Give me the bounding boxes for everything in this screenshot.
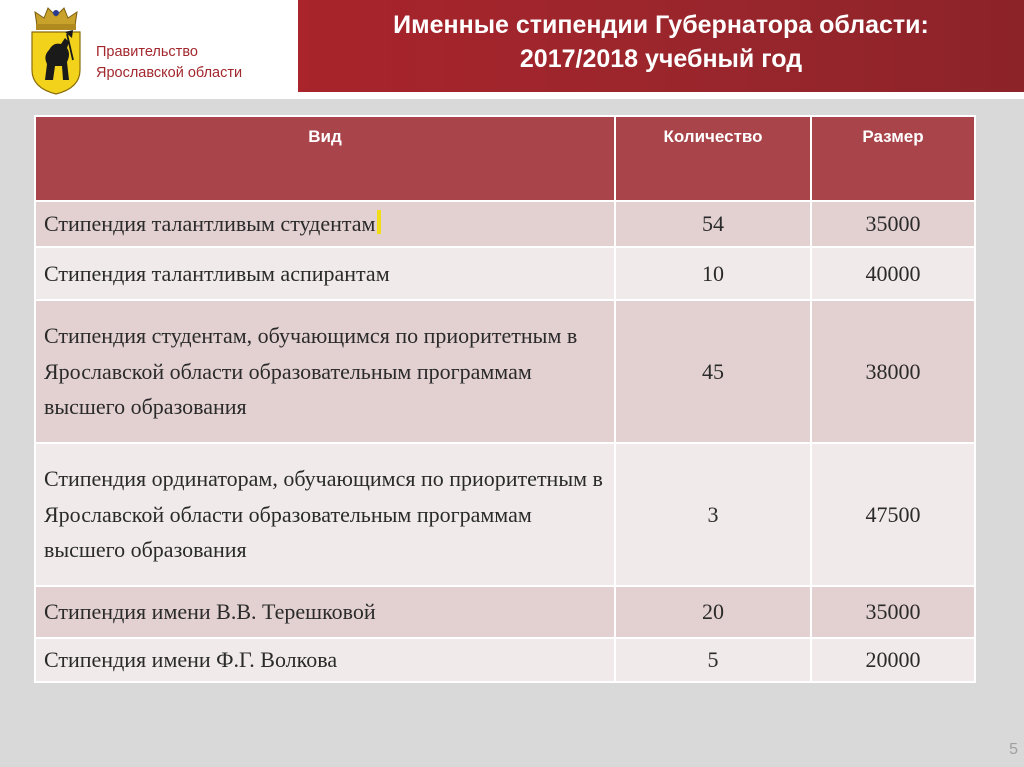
row-name: Стипендия талантливым студентам <box>44 211 376 237</box>
org-name-line1: Правительство <box>96 44 198 60</box>
row-count: 54 <box>615 201 811 247</box>
table-row <box>35 247 975 300</box>
row-name: Стипендия студентам, обучающимся по приоритетным в Ярославской области образовательным программам высшего образования <box>35 300 615 443</box>
text-cursor-marker <box>377 210 381 234</box>
organization-name <box>96 42 296 84</box>
row-name: Стипендия имени Ф.Г. Волкова <box>35 638 615 682</box>
row-count: 5 <box>615 638 811 682</box>
slide-title-line1: Именные стипендии Губернатора области: <box>393 11 929 39</box>
yaroslavl-coat-of-arms-icon <box>27 4 85 96</box>
row-name: Стипендия талантливым аспирантам <box>35 247 615 300</box>
row-count: 20 <box>615 586 811 638</box>
column-header-count: Количество <box>615 116 811 201</box>
title-underline-strip <box>298 92 1024 99</box>
scholarships-table <box>34 115 976 683</box>
page-number: 5 <box>1009 741 1018 758</box>
row-amount: 20000 <box>811 638 975 682</box>
row-count: 10 <box>615 247 811 300</box>
table-row <box>35 638 975 682</box>
row-amount: 38000 <box>811 300 975 443</box>
row-name: Стипендия ординаторам, обучающимся по приоритетным в Ярославской области образовательным программам высшего образования <box>35 443 615 586</box>
row-amount: 47500 <box>811 443 975 586</box>
slide-title-line2: 2017/2018 учебный год <box>519 45 803 73</box>
row-count: 45 <box>615 300 811 443</box>
column-header-type: Вид <box>35 116 615 201</box>
row-name-cell <box>35 201 615 247</box>
table-row <box>35 300 975 443</box>
org-name-line2: Ярославской области <box>96 65 243 81</box>
table-row <box>35 443 975 586</box>
header-logo-panel <box>0 0 298 99</box>
slide-title-bar <box>298 0 1024 92</box>
table-row <box>35 201 975 247</box>
row-amount: 40000 <box>811 247 975 300</box>
row-count: 3 <box>615 443 811 586</box>
table-header-row <box>35 116 975 201</box>
row-amount: 35000 <box>811 586 975 638</box>
table-row <box>35 586 975 638</box>
column-header-amount: Размер <box>811 116 975 201</box>
row-name: Стипендия имени В.В. Терешковой <box>35 586 615 638</box>
row-amount: 35000 <box>811 201 975 247</box>
